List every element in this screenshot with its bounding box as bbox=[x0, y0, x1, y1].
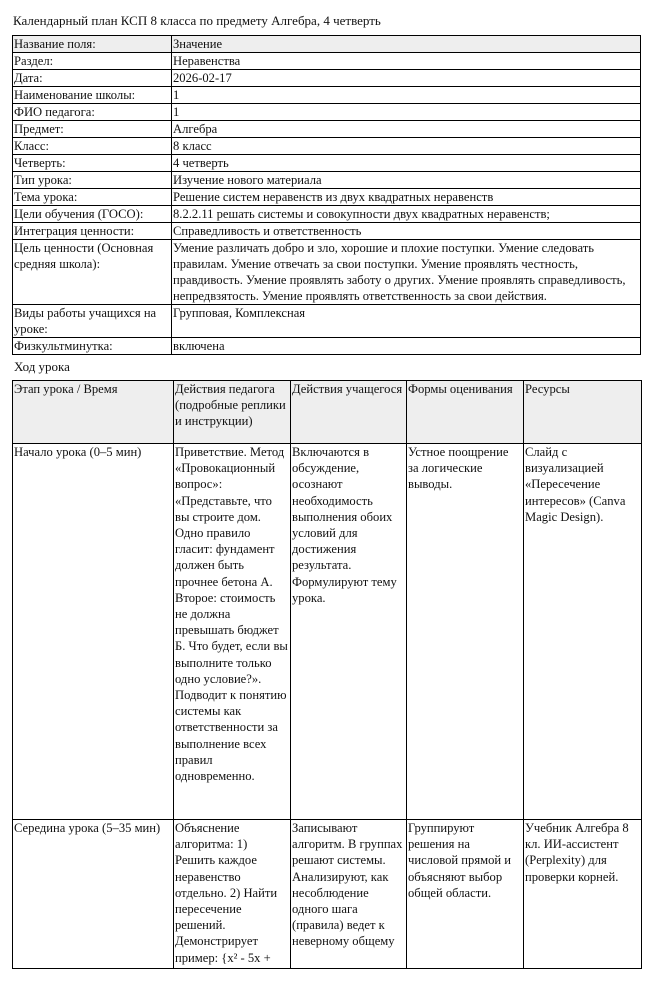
info-value: Справедливость и ответственность bbox=[172, 223, 641, 240]
info-value: включена bbox=[172, 338, 641, 355]
info-key: Тип урока: bbox=[13, 172, 172, 189]
info-row-work-types bbox=[13, 305, 641, 338]
info-key: Интеграция ценности: bbox=[13, 223, 172, 240]
info-key: Раздел: bbox=[13, 53, 172, 70]
info-value: Неравенства bbox=[172, 53, 641, 70]
header-resources: Ресурсы bbox=[524, 381, 642, 444]
info-row-value-integration bbox=[13, 223, 641, 240]
header-student-actions: Действия учащегося bbox=[291, 381, 407, 444]
info-key: Четверть: bbox=[13, 155, 172, 172]
info-row-lesson-type bbox=[13, 172, 641, 189]
header-assessment: Формы оценивания bbox=[407, 381, 524, 444]
info-value: 4 четверть bbox=[172, 155, 641, 172]
info-value: Решение систем неравенств из двух квадратных неравенств bbox=[172, 189, 641, 206]
header-teacher-actions: Действия педагога (подробные реплики и инструкции) bbox=[174, 381, 291, 444]
teacher-actions-cell: Приветствие. Метод «Провокационный вопрос»: «Представьте, что вы строите дом. Одно правило гласит: фундамент должен быть прочнее бетона А. Второе: стоимость не должна превышать бюджет Б. Что будет, если вы выполните только одно условие?». Подводит к понятию системы как ответственности за выполнение всех правил одновременно. bbox=[174, 444, 291, 820]
info-row-subject bbox=[13, 121, 641, 138]
info-row-value-goal bbox=[13, 240, 641, 305]
info-row-topic bbox=[13, 189, 641, 206]
info-value: 2026-02-17 bbox=[172, 70, 641, 87]
lesson-plan-table bbox=[12, 380, 642, 969]
info-key: Тема урока: bbox=[13, 189, 172, 206]
info-key: Предмет: bbox=[13, 121, 172, 138]
info-row-quarter bbox=[13, 155, 641, 172]
info-row-grade bbox=[13, 138, 641, 155]
info-row-school bbox=[13, 87, 641, 104]
lesson-info-table bbox=[12, 35, 641, 355]
info-row-objectives bbox=[13, 206, 641, 223]
plan-row-start bbox=[13, 444, 642, 820]
info-key: Виды работы учащихся на уроке: bbox=[13, 305, 172, 338]
resources-cell: Слайд с визуализацией «Пересечение интересов» (Canva Magic Design). bbox=[524, 444, 642, 820]
info-value: Изучение нового материала bbox=[172, 172, 641, 189]
info-value: 1 bbox=[172, 87, 641, 104]
info-header-key: Название поля: bbox=[13, 36, 172, 53]
info-value: 8 класс bbox=[172, 138, 641, 155]
student-actions-cell: Записывают алгоритм. В группах решают системы. Анализируют, как несоблюдение одного шага (правила) ведет к неверному общему bbox=[291, 820, 407, 969]
assessment-cell: Группируют решения на числовой прямой и объясняют выбор общей области. bbox=[407, 820, 524, 969]
info-value: Групповая, Комплексная bbox=[172, 305, 641, 338]
resources-cell: Учебник Алгебра 8 кл. ИИ-ассистент (Perplexity) для проверки корней. bbox=[524, 820, 642, 969]
student-actions-cell: Включаются в обсуждение, осознают необходимость выполнения обоих условий для достижения результата. Формулируют тему урока. bbox=[291, 444, 407, 820]
info-value: 1 bbox=[172, 104, 641, 121]
info-value: Алгебра bbox=[172, 121, 641, 138]
stage-cell: Начало урока (0–5 мин) bbox=[13, 444, 174, 820]
info-header-value: Значение bbox=[172, 36, 641, 53]
info-key: Наименование школы: bbox=[13, 87, 172, 104]
info-row-section bbox=[13, 53, 641, 70]
document-title: Календарный план КСП 8 класса по предмету Алгебра, 4 четверть bbox=[13, 13, 381, 28]
info-value: 8.2.2.11 решать системы и совокупности двух квадратных неравенств; bbox=[172, 206, 641, 223]
plan-header-row bbox=[13, 381, 642, 444]
info-key: Цели обучения (ГОСО): bbox=[13, 206, 172, 223]
info-row-exercise-break bbox=[13, 338, 641, 355]
info-key: Дата: bbox=[13, 70, 172, 87]
lesson-flow-title: Ход урока bbox=[14, 359, 70, 374]
assessment-cell: Устное поощрение за логические выводы. bbox=[407, 444, 524, 820]
info-value: Умение различать добро и зло, хорошие и плохие поступки. Умение следовать правилам. Умение отвечать за свои поступки. Умение проявлять честность, правдивость. Умение проявлять заботу о других. Умение проявлять справедливость, непредвзятость. Умение проявлять ответственность за свои действия. bbox=[172, 240, 641, 305]
info-key: ФИО педагога: bbox=[13, 104, 172, 121]
header-stage: Этап урока / Время bbox=[13, 381, 174, 444]
plan-row-middle bbox=[13, 820, 642, 969]
stage-cell: Середина урока (5–35 мин) bbox=[13, 820, 174, 969]
info-row-date bbox=[13, 70, 641, 87]
info-header-row bbox=[13, 36, 641, 53]
teacher-actions-cell: Объяснение алгоритма: 1) Решить каждое неравенство отдельно. 2) Найти пересечение решений. Демонстрирует пример: {x² - 5x + bbox=[174, 820, 291, 969]
info-key: Физкультминутка: bbox=[13, 338, 172, 355]
info-key: Класс: bbox=[13, 138, 172, 155]
info-row-teacher bbox=[13, 104, 641, 121]
info-key: Цель ценности (Основная средняя школа): bbox=[13, 240, 172, 305]
